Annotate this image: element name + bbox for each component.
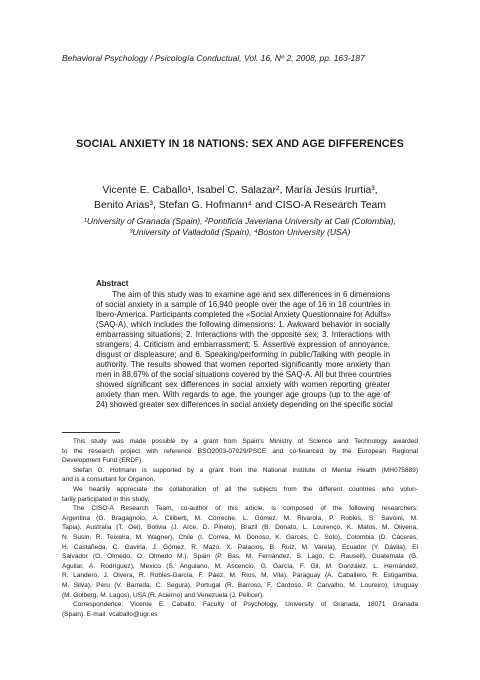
footnote-line: Salvador (O. Olmedo, O. Olmedo M.), Spain (P. Bas, M. Fernández, S. Lago, C. Rausell), Guatemala (G.	[62, 553, 418, 561]
abstract-line: disgust or displeasure; and 6. Speaking/performing in public/Talking with people in	[96, 349, 390, 359]
footnote-line: R. Landero, J. Olvera, R. Robles-García, F. Páez, M. Ríos, M. Vila), Paraguay (A. Caballero, R. Estigarribia,	[62, 572, 418, 580]
footnote-line: N. Susin, R. Teixeira, M. Wagner), Chile (I. Correa, M. Donoso, K. Garcés, C. Soto), Colombia (D. Cáceres,	[62, 533, 418, 541]
footnote-line: Argentina (G. Bragagnolo, A. Ciliberti, M. Correche, L. Gómez, M. Rivarola, P. Robles, S. Savoini, M.	[62, 514, 418, 522]
abstract-body	[96, 290, 393, 410]
footnote-line: Stefan G. Hofmann is supported by a grant from the National Institute of Mental Health (MH075889)	[73, 466, 418, 474]
footnote-line: Aguilar, A. Rodríguez), Mexico (S. Anguiano, M. Ascencio, G. García, F. Gil, M. González, L. Hernández,	[62, 562, 418, 570]
footnote-line: and is a consultant for Organon.	[62, 476, 156, 484]
abstract-line: showed significant sex differences in social anxiety with women reporting greater	[96, 379, 390, 389]
footnote-line: This study was made possible by a grant from Spain's Ministry of Science and Technology awarded	[73, 438, 418, 445]
author-line: Benito Arias³, Stefan G. Hofmann⁴ and CISO-A Research Team	[94, 200, 386, 211]
abstract-line: 24) showed greater sex differences in social anxiety depending on the specific social	[96, 399, 393, 409]
abstract-line: of social anxiety in a sample of 16,940 people over the age of 16 in 18 countries in	[96, 299, 390, 309]
abstract-line: Ibero-America. Participants completed the «Social Anxiety Questionnaire for Adults»	[96, 309, 392, 319]
abstract-line: (SAQ-A), which includes the following dimensions: 1. Awkward behavior in socially	[96, 319, 390, 329]
footnote-line: (M. Golberg, M. Lagos), USA (R. Acierno) and Venezuela (J. Pellicer).	[62, 591, 264, 599]
article-title: SOCIAL ANXIETY IN 18 NATIONS: SEX AND AGE DIFFERENCES	[76, 138, 404, 150]
abstract-heading: Abstract	[96, 279, 129, 288]
author-list	[40, 183, 440, 213]
abstract-line: men in 88.67% of the social situations covered by the SAQ-A. All but three countries	[96, 369, 392, 379]
author-line: Vicente E. Caballo¹, Isabel C. Salazar², María Jesús Irurtia³,	[102, 185, 378, 196]
footnote-line: M. Silva), Peru (V. Barreda, C. Segura), Portugal (R. Barroso, F. Cardoso, P. Carvalho, M. Loureiro), Uruguay	[62, 581, 418, 589]
footnote-line: Development Fund (ERDF).	[62, 457, 144, 465]
footnote-line: We heartily appreciate the collaboration of all the subjects from the different countries who volun-	[73, 485, 418, 493]
footnote-line: to the research project with reference BSO2003-07029/PSCE and co-financed by the European Regional	[62, 447, 418, 455]
journal-header: Behavioral Psychology / Psicología Conductual, Vol. 16, Nº 2, 2008, pp. 163-187	[62, 53, 365, 63]
footnote-line: Tapia), Australia (T. Oei), Bolivia (J. Arce, D. Pinelo), Brazil (B. Donato, L. Lourenço, K. Matos, M. Oliveira,	[62, 524, 418, 532]
affiliation-line: ¹University of Granada (Spain), ²Pontificia Javeriana University at Cali (Colombia),	[84, 216, 396, 226]
abstract-line: authority. The results showed that women reported significantly more anxiety than	[96, 359, 390, 369]
footnote-line: H. Castañeda, C. Gaviria, J. Gómez, R. Mazo, X. Palacios, B. Ruiz, M. Varela), Ecuador (Y. Dávila), El	[62, 543, 418, 551]
footnote-divider	[62, 432, 120, 433]
abstract-line: anxiety than men. With regards to age, the younger age groups (up to the age of	[96, 389, 390, 399]
footnote-line: Correspondence: Vicente E. Caballo, Faculty of Psychology, University of Granada, 18071 Granada	[73, 601, 418, 609]
abstract-line: strangers; 4. Criticism and embarrassment; 5. Assertive expression of annoyance,	[96, 339, 390, 349]
footnote-line: (Spain). E-mail: vcaballo@ugr.es	[62, 610, 158, 618]
affiliations	[40, 216, 440, 239]
affiliation-line: ³University of Valladolid (Spain), ⁴Boston University (USA)	[129, 227, 351, 238]
abstract-line: embarrassing situations; 2. Interactions with the opposite sex; 3. Interactions with	[96, 329, 390, 339]
footnote-line: tarily participated in this study.	[62, 495, 150, 503]
footnotes	[62, 437, 418, 619]
abstract-line: The aim of this study was to examine age and sex differences in 6 dimensions	[112, 290, 390, 299]
footnote-line: The CISO-A Research Team, co-author of this article, is composed of the following researchers:	[73, 505, 418, 513]
